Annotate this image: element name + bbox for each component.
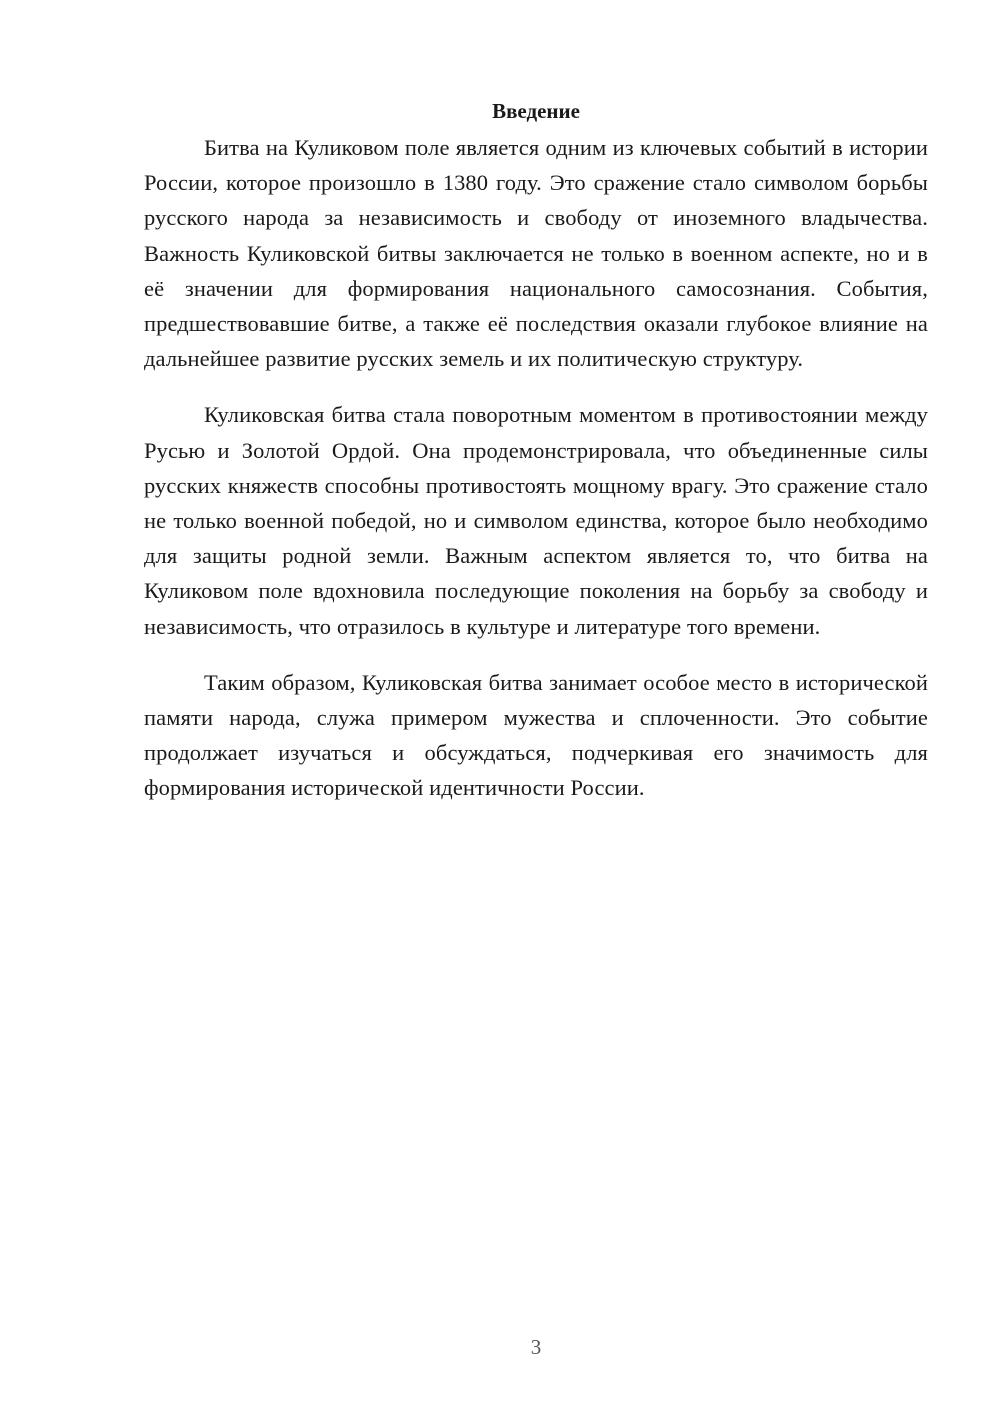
page-content <box>144 96 928 827</box>
section-title: Введение <box>492 99 580 123</box>
paragraph: Таким образом, Куликовская битва занимает особое место в исторической памяти народа, служа примером мужества и сплоченности. Это событие продолжает изучаться и обсуждаться, подчеркивая его значимость для формирования исторической идентичности России. <box>144 669 928 801</box>
paragraph: Куликовская битва стала поворотным моментом в противостоянии между Русью и Золотой Ордой. Она продемонстрировала, что объединенные силы русских княжеств способны противостоять мощному врагу. Это сражение стало не только военной победой, но и символом единства, которое было необходимо для защиты родной земли. Важным аспектом является то, что битва на Куликовом поле вдохновила последующие поколения на борьбу за свободу и независимость, что отразилось в культуре и литературе того времени. <box>144 402 928 639</box>
page-number: 3 <box>530 1335 542 1359</box>
paragraph: Битва на Куликовом поле является одним из ключевых событий в истории России, которое произошло в 1380 году. Это сражение стало символом борьбы русского народа за независимость и свободу от иноземного владычества. Важность Куликовской битвы заключается не только в военном аспекте, но и в её значении для формирования национального самосознания. События, предшествовавшие битве, а также её последствия оказали глубокое влияние на дальнейшее развитие русских земель и их политическую структуру. <box>144 135 928 372</box>
